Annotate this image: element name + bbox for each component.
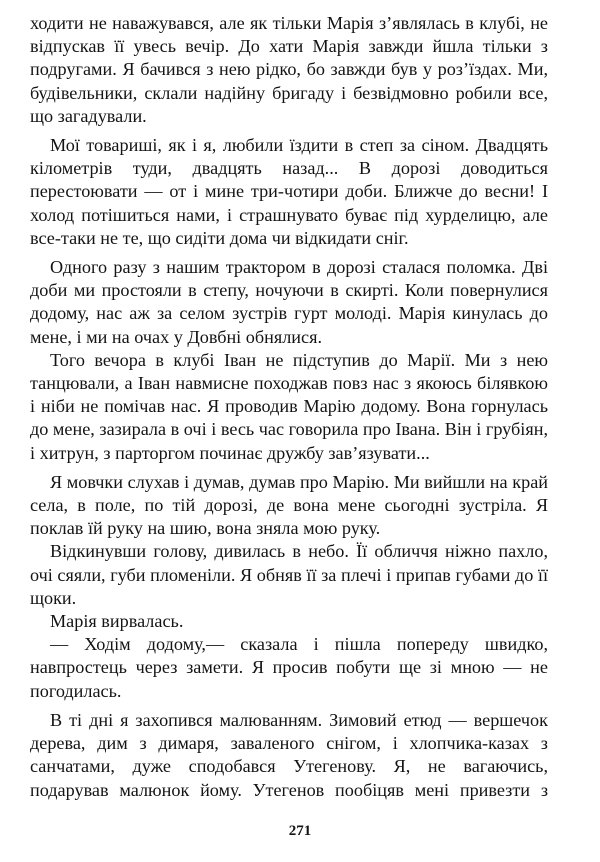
page-number: 271 xyxy=(288,823,312,839)
paragraph-3: Одного разу з нашим трактором в дорозі сталася поломка. Дві доби ми простояли в степу, ночуючи в скирті. Коли повернулися додому, нас аж за селом зустрів гурт молоді. Марія кинулась до мене, і ми на очах у Довбні обнялися. xyxy=(30,257,548,347)
paragraph-4: Того вечора в клубі Іван не підступив до Марії. Ми з нею танцювали, а Іван навмисне походжав повз нас з якоюсь білявкою і ніби не помічав нас. Я проводив Марію додому. Вона горнулась до мене, зазирала в очі і весь час говорила про Івана. Він і грубіян, і хитрун, з парторгом починає дружбу зав’язувати... xyxy=(30,349,548,463)
paragraph-2: Мої товариші, як і я, любили їздити в степ за сіном. Двадцять кілометрів туди, двадцять назад... В дорозі доводиться перестоювати — от і мине три-чотири доби. Ближче до весни! І холод потішиться нами, і страшнувато буває під хурделицю, але все-таки не те, що сидіти дома чи відкидати сніг. xyxy=(30,135,548,248)
page-text xyxy=(30,12,548,802)
paragraph-7: Марія вирвалась. xyxy=(50,611,184,632)
paragraph-5: Я мовчки слухав і думав, думав про Марію. Ми вийшли на край села, в поле, по тій дорозі, де вона мене сьогодні зустріла. Я поклав їй руку на шию, вона зняла мою руку. xyxy=(30,471,548,539)
paragraph-9: В ті дні я захопився малюванням. Зимовий етюд — вершечок дерева, дим з димаря, заваленого снігом, і хлопчика-казах з санчатами, дуже сподобався Утегенову. Я, не вагаючись, подарував малюнок йому. Утегенов пообіцяв мені привезти з xyxy=(30,709,548,800)
paragraph-6: Відкинувши голову, дивилась в небо. Її обличчя ніжно пахло, очі сяяли, губи пломеніли. Я обняв її за плечі і припав губами до її щоки. xyxy=(30,541,548,608)
paragraph-1: ходити не наважувався, але як тільки Марія з’являлась в клубі, не відпускав її увесь вечір. До хати Марія завжди йшла тільки з подругами. Я бачився з нею рідко, бо завжди був у роз’їздах. Ми, будівельники, склали надійну бригаду і безвідмовно робили все, що загадували. xyxy=(30,13,548,126)
paragraph-8: — Ходім додому,— сказала і пішла попереду швидко, навпростець через замети. Я просив побути ще зі мною — не погодилась. xyxy=(30,634,548,701)
